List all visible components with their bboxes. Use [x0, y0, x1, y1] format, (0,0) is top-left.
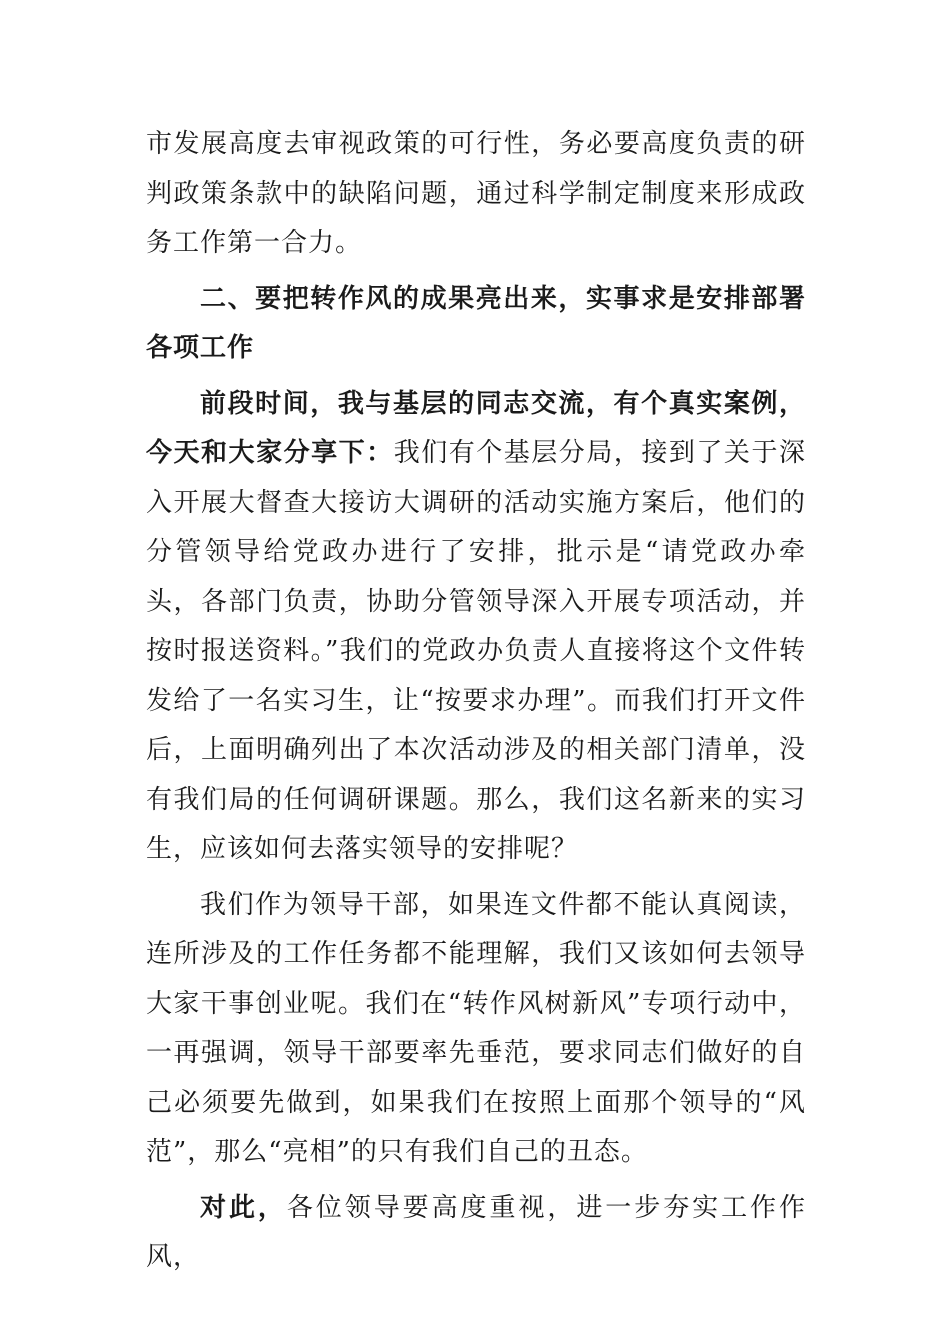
case-study-body: 我们有个基层分局，接到了关于深入开展大督查大接访大调研的活动实施方案后，他们的分管领导给党政办进行了安排，批示是“请党政办牵头，各部门负责，协助分管领导深入开展专项活动，并按时报送资料。”我们的党政办负责人直接将这个文件转发给了一名实习生，让“按要求办理”。而我们打开文件后，上面明确列出了本次活动涉及的相关部门清单，没有我们局的任何调研课题。那么，我们这名新来的实习生，应该如何去落实领导的安排呢？: [146, 438, 806, 864]
paragraph-case-study: [146, 380, 806, 875]
conclusion-body: 各位领导要高度重视，进一步夯实工作作风，: [146, 1192, 806, 1272]
document-page: [146, 120, 806, 1285]
paragraph-policy-feasibility: 市发展高度去审视政策的可行性，务必要高度负责的研判政策条款中的缺陷问题，通过科学制定制度来形成政务工作第一合力。: [146, 129, 806, 258]
conclusion-lead: 对此，: [200, 1192, 287, 1223]
case-study-lead: 前段时间，我与基层的同志交流，有个真实案例，今天和大家分享下：: [146, 388, 806, 468]
paragraph-leadership: 我们作为领导干部，如果连文件都不能认真阅读，连所涉及的工作任务都不能理解，我们又该如何去领导大家干事创业呢。我们在“转作风树新风”专项行动中，一再强调，领导干部要率先垂范，要求同志们做好的自己必须要先做到，如果我们在按照上面那个领导的“风范”，那么“亮相”的只有我们自己的丑态。: [146, 889, 806, 1167]
paragraph-conclusion: [146, 1184, 806, 1283]
section-heading-2: 二、要把转作风的成果亮出来，实事求是安排部署各项工作: [146, 283, 806, 363]
